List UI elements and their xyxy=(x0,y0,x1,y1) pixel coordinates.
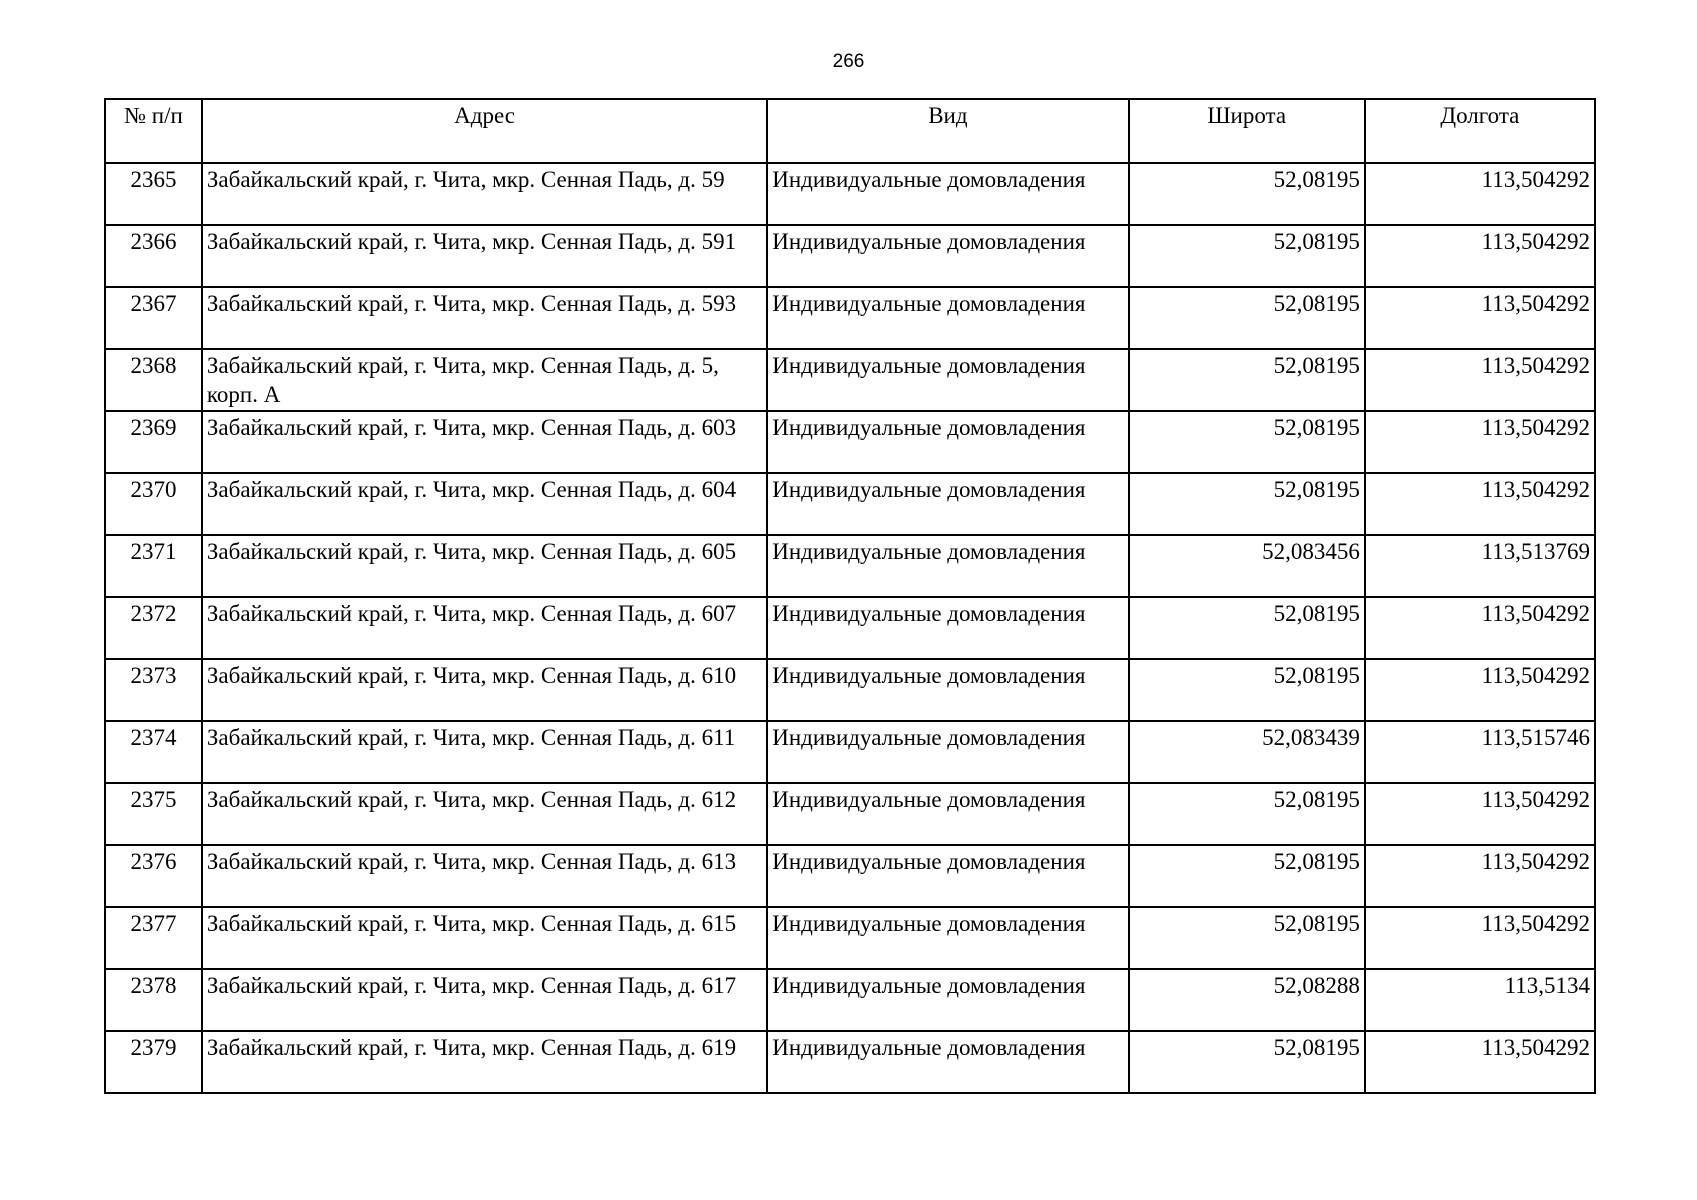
table-row xyxy=(105,845,1595,907)
table-row xyxy=(105,163,1595,225)
cell-address: Забайкальский край, г. Чита, мкр. Сенная Падь, д. 610 xyxy=(202,659,767,721)
cell-latitude: 52,08195 xyxy=(1129,659,1365,721)
cell-kind: Индивидуальные домовладения xyxy=(767,597,1128,659)
cell-address: Забайкальский край, г. Чита, мкр. Сенная Падь, д. 5, корп. А xyxy=(202,349,767,411)
cell-kind: Индивидуальные домовладения xyxy=(767,535,1128,597)
cell-longitude: 113,504292 xyxy=(1365,473,1595,535)
cell-longitude: 113,504292 xyxy=(1365,783,1595,845)
cell-num: 2375 xyxy=(105,783,202,845)
cell-address: Забайкальский край, г. Чита, мкр. Сенная Падь, д. 607 xyxy=(202,597,767,659)
cell-latitude: 52,08195 xyxy=(1129,1031,1365,1093)
cell-longitude: 113,504292 xyxy=(1365,225,1595,287)
header-address: Адрес xyxy=(202,99,767,163)
cell-longitude: 113,515746 xyxy=(1365,721,1595,783)
cell-kind: Индивидуальные домовладения xyxy=(767,287,1128,349)
cell-address: Забайкальский край, г. Чита, мкр. Сенная Падь, д. 615 xyxy=(202,907,767,969)
cell-latitude: 52,08195 xyxy=(1129,163,1365,225)
cell-num: 2370 xyxy=(105,473,202,535)
header-latitude: Широта xyxy=(1129,99,1365,163)
table-row xyxy=(105,783,1595,845)
cell-latitude: 52,08195 xyxy=(1129,349,1365,411)
cell-num: 2369 xyxy=(105,411,202,473)
cell-kind: Индивидуальные домовладения xyxy=(767,225,1128,287)
cell-latitude: 52,08195 xyxy=(1129,783,1365,845)
cell-kind: Индивидуальные домовладения xyxy=(767,907,1128,969)
cell-num: 2379 xyxy=(105,1031,202,1093)
cell-longitude: 113,504292 xyxy=(1365,845,1595,907)
table-header-row xyxy=(105,99,1595,163)
header-kind: Вид xyxy=(767,99,1128,163)
cell-longitude: 113,504292 xyxy=(1365,659,1595,721)
cell-num: 2373 xyxy=(105,659,202,721)
table-row xyxy=(105,411,1595,473)
cell-num: 2365 xyxy=(105,163,202,225)
cell-kind: Индивидуальные домовладения xyxy=(767,349,1128,411)
cell-latitude: 52,08195 xyxy=(1129,411,1365,473)
cell-address: Забайкальский край, г. Чита, мкр. Сенная Падь, д. 605 xyxy=(202,535,767,597)
cell-longitude: 113,504292 xyxy=(1365,907,1595,969)
cell-address: Забайкальский край, г. Чита, мкр. Сенная Падь, д. 593 xyxy=(202,287,767,349)
page-number: 266 xyxy=(832,51,865,72)
cell-latitude: 52,083456 xyxy=(1129,535,1365,597)
cell-kind: Индивидуальные домовладения xyxy=(767,1031,1128,1093)
cell-kind: Индивидуальные домовладения xyxy=(767,845,1128,907)
cell-address: Забайкальский край, г. Чита, мкр. Сенная Падь, д. 619 xyxy=(202,1031,767,1093)
cell-kind: Индивидуальные домовладения xyxy=(767,721,1128,783)
cell-longitude: 113,504292 xyxy=(1365,287,1595,349)
cell-latitude: 52,08288 xyxy=(1129,969,1365,1031)
cell-num: 2374 xyxy=(105,721,202,783)
cell-address: Забайкальский край, г. Чита, мкр. Сенная Падь, д. 603 xyxy=(202,411,767,473)
header-longitude: Долгота xyxy=(1365,99,1595,163)
cell-kind: Индивидуальные домовладения xyxy=(767,969,1128,1031)
table-row xyxy=(105,349,1595,411)
cell-longitude: 113,5134 xyxy=(1365,969,1595,1031)
cell-num: 2368 xyxy=(105,349,202,411)
cell-latitude: 52,08195 xyxy=(1129,225,1365,287)
cell-num: 2376 xyxy=(105,845,202,907)
cell-num: 2377 xyxy=(105,907,202,969)
table-row xyxy=(105,287,1595,349)
cell-address: Забайкальский край, г. Чита, мкр. Сенная Падь, д. 611 xyxy=(202,721,767,783)
cell-address: Забайкальский край, г. Чита, мкр. Сенная Падь, д. 591 xyxy=(202,225,767,287)
cell-address: Забайкальский край, г. Чита, мкр. Сенная Падь, д. 613 xyxy=(202,845,767,907)
cell-latitude: 52,08195 xyxy=(1129,597,1365,659)
table-row xyxy=(105,597,1595,659)
cell-kind: Индивидуальные домовладения xyxy=(767,411,1128,473)
table-body xyxy=(105,163,1595,1093)
table-row xyxy=(105,473,1595,535)
header-num: № п/п xyxy=(105,99,202,163)
cell-latitude: 52,08195 xyxy=(1129,287,1365,349)
cell-latitude: 52,083439 xyxy=(1129,721,1365,783)
cell-longitude: 113,504292 xyxy=(1365,349,1595,411)
cell-num: 2378 xyxy=(105,969,202,1031)
cell-longitude: 113,513769 xyxy=(1365,535,1595,597)
cell-longitude: 113,504292 xyxy=(1365,1031,1595,1093)
table-row xyxy=(105,969,1595,1031)
cell-kind: Индивидуальные домовладения xyxy=(767,659,1128,721)
table-row xyxy=(105,907,1595,969)
cell-address: Забайкальский край, г. Чита, мкр. Сенная Падь, д. 612 xyxy=(202,783,767,845)
cell-address: Забайкальский край, г. Чита, мкр. Сенная Падь, д. 617 xyxy=(202,969,767,1031)
cell-address: Забайкальский край, г. Чита, мкр. Сенная Падь, д. 59 xyxy=(202,163,767,225)
cell-num: 2367 xyxy=(105,287,202,349)
table-row xyxy=(105,721,1595,783)
cell-address: Забайкальский край, г. Чита, мкр. Сенная Падь, д. 604 xyxy=(202,473,767,535)
cell-longitude: 113,504292 xyxy=(1365,163,1595,225)
cell-num: 2366 xyxy=(105,225,202,287)
cell-kind: Индивидуальные домовладения xyxy=(767,473,1128,535)
table-row xyxy=(105,225,1595,287)
cell-num: 2371 xyxy=(105,535,202,597)
address-table xyxy=(104,98,1596,1094)
cell-kind: Индивидуальные домовладения xyxy=(767,163,1128,225)
cell-kind: Индивидуальные домовладения xyxy=(767,783,1128,845)
table-row xyxy=(105,1031,1595,1093)
table-row xyxy=(105,535,1595,597)
cell-num: 2372 xyxy=(105,597,202,659)
cell-latitude: 52,08195 xyxy=(1129,845,1365,907)
cell-longitude: 113,504292 xyxy=(1365,597,1595,659)
cell-latitude: 52,08195 xyxy=(1129,473,1365,535)
cell-longitude: 113,504292 xyxy=(1365,411,1595,473)
cell-latitude: 52,08195 xyxy=(1129,907,1365,969)
table-row xyxy=(105,659,1595,721)
